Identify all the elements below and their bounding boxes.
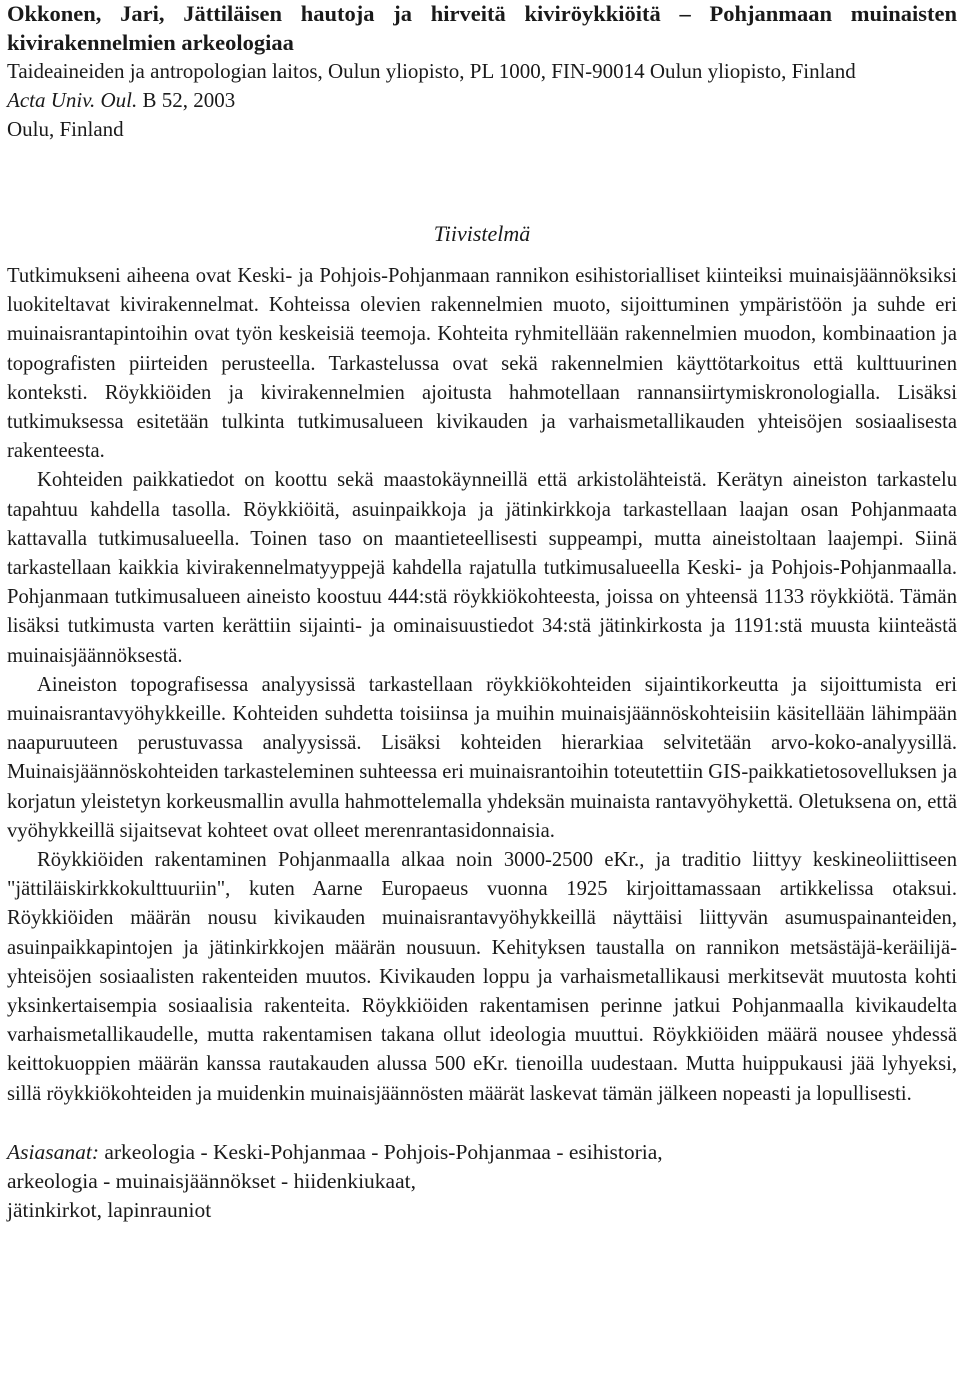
- keywords-label: Asiasanat:: [7, 1139, 99, 1164]
- abstract-paragraph: Röykkiöiden rakentaminen Pohjanmaalla alkaa noin 3000-2500 eKr., ja traditio liittyy keskineoliittiseen "jättiläiskirkkokulttuuriin", kuten Aarne Europaeus vuonna 1925 kirjoittamassaan artikkelissa otaksui. Röykkiöiden määrän nousu kivikauden muinaisrantavyöhykkeillä näyttäisi liittyvän asumuspainanteiden, asuinpaikkapintojen ja jätinkirkkojen määrän nousuun. Kehityksen taustalla on rannikon metsästäjä-keräilijä-yhteisöjen sosiaalisten rakenteiden muutos. Kivikauden loppu ja varhaismetallikausi merkitsevät muutosta kohti yksinkertaisempia sosiaalisia rakenteita. Röykkiöiden rakentamisen perinne jatkui Pohjanmaalla kivikaudelta varhaismetallikaudelle, mutta rakentamisen takana ollut ideologia muuttui. Röykkiöiden määrä nousee yhdessä keittokuoppien määrän kanssa rautakauden alussa 500 eKr. tienoilla uudestaan. Mutta huippukausi jää lyhyeksi, sillä röykkiökohteiden ja muidenkin muinaisjäännösten määrät laskevat tämän jälkeen nopeasti ja lopullisesti.: [7, 849, 957, 1105]
- document-title: Okkonen, Jari, Jättiläisen hautoja ja hirveitä kiviröykkiöitä – Pohjanmaan muinaisten kivirakennelmien arkeologiaa: [7, 1, 957, 55]
- abstract-paragraph: Kohteiden paikkatiedot on koottu sekä maastokäynneillä että arkistolähteistä. Kerätyn aineiston tarkastelu tapahtuu kahdella tasolla. Röykkiöitä, asuinpaikkoja ja jätinkirkkoja tarkastellaan laajan osan Pohjanmaata kattavalla tutkimusalueella. Toinen taso on maantieteellisesti suppeampi, mutta aineistoltaan laajempi. Siinä tarkastellaan kaikkia kivirakennelmatyyppejä kahdella rajatulla tutkimusalueella Keski- ja Pohjois-Pohjanmaalla. Pohjanmaan tutkimusalueen aineisto koostuu 444:stä röykkiökohteesta, joissa on yhteensä 1133 röykkiötä. Tämän lisäksi tutkimusta varten kerättiin sijainti- ja ominaisuustiedot 34:stä jätinkirkosta ja 1191:stä muusta kiinteästä muinaisjäännöksestä.: [7, 469, 957, 667]
- abstract-heading: Tiivistelmä: [433, 221, 531, 246]
- affiliation: Taideaineiden ja antropologian laitos, Oulun yliopisto, PL 1000, FIN-90014 Oulun yliopisto, Finland: [7, 59, 856, 83]
- abstract-paragraph: Tutkimukseni aiheena ovat Keski- ja Pohjois-Pohjanmaan rannikon esihistorialliset kiinteiksi muinaisjäännöksiksi luokiteltavat kivirakennelmat. Kohteissa olevien rakennelmien muoto, sijoittuminen ympäristöön ja suhde eri muinaisrantapintoihin ovat työn keskeisiä teemoja. Kohteita ryhmitellään rakennelmien muodon, kombinaation ja topografisten piirteiden perusteella. Tarkastelussa ovat sekä rakennelmien käyttötarkoitus että kulttuurinen konteksti. Röykkiöiden ja kivirakennelmien ajoitusta hahmotellaan rannansiirtymiskronologialla. Lisäksi tutkimuksessa esitetään tulkinta tutkimusalueen kivikauden ja varhaismetallikauden yhteisöjen sosiaalisesta rakenteesta.: [7, 265, 957, 463]
- keywords-line: [7, 1138, 957, 1167]
- keywords-line: arkeologia - muinaisjäännökset - hiidenkiukaat,: [7, 1168, 416, 1193]
- keywords-line: jätinkirkot, lapinrauniot: [7, 1197, 212, 1222]
- series-number: B 52, 2003: [137, 88, 236, 112]
- abstract-paragraph: Aineiston topografisessa analyysissä tarkastellaan röykkiökohteiden sijaintikorkeutta ja sijoittumista eri muinaisrantavyöhykkeille. Kohteiden suhdetta toisiinsa ja muihin muinaisjäännöskohteisiin käsitellään lähimpään naapuruuteen perustuvassa analyysissä. Lisäksi kohteiden hierarkiaa selvitetään arvo-koko-analyysillä. Muinaisjäännöskohteiden tarkasteleminen suhteessa eri muinaisrantoihin toteutettiin GIS-paikkatietosovelluksen ja korjatun yleistetyn korkeusmallin avulla hahmottelemalla yhdeksän muinaista rantavyöhykettä. Oletuksena on, että vyöhykkeillä sijaitsevat kohteet ovat olleet merenrantasidonnaisia.: [7, 673, 957, 842]
- keywords-text: arkeologia - Keski-Pohjanmaa - Pohjois-Pohjanmaa - esihistoria,: [98, 1139, 663, 1164]
- keywords-block: [7, 1138, 957, 1225]
- publication-location: Oulu, Finland: [7, 117, 124, 141]
- series-info: [7, 86, 957, 115]
- document-page: [7, 0, 957, 1225]
- series-name: Acta Univ. Oul.: [7, 88, 138, 112]
